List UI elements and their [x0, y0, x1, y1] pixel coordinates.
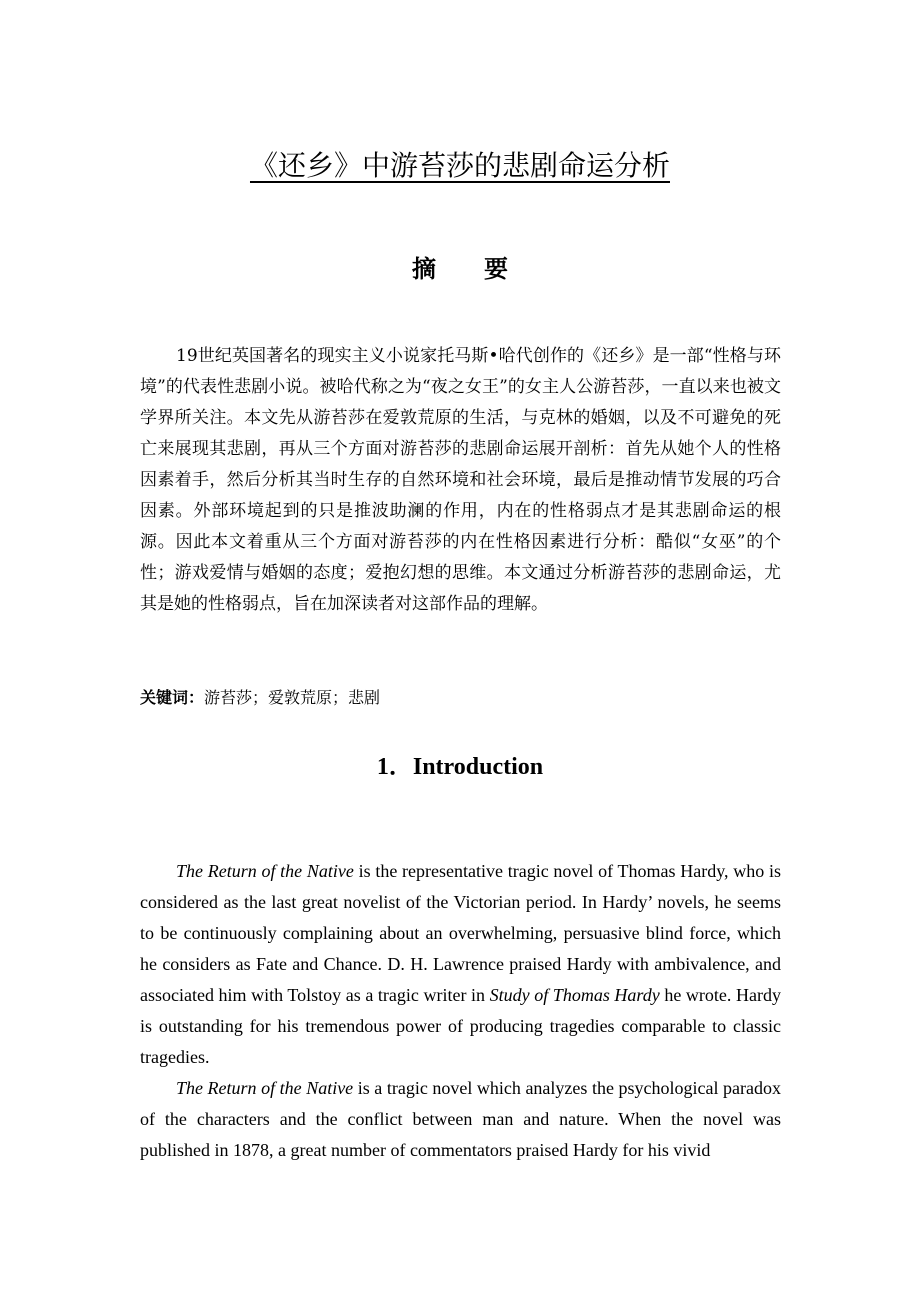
- keywords-line: [140, 684, 781, 712]
- section-heading: 1．Introduction: [376, 754, 544, 780]
- abstract-paragraph: 19世纪英国著名的现实主义小说家托马斯•哈代创作的《还乡》是一部“性格与环境”的代表性悲剧小说。被哈代称之为“夜之女王”的女主人公游苔莎，一直以来也被文学界所关注。本文先从游苔莎在爱敦荒原的生活，与克林的婚姻，以及不可避免的死亡来展现其悲剧，再从三个方面对游苔莎的悲剧命运展开剖析：首先从她个人的性格因素着手，然后分析其当时生存的自然环境和社会环境，最后是推动情节发展的巧合因素。外部环境起到的只是推波助澜的作用，内在的性格弱点才是其悲剧命运的根源。因此本文着重从三个方面对游苔莎的内在性格因素进行分析：酷似“女巫”的个性；游戏爱情与婚姻的态度；爱抱幻想的思维。本文通过分析游苔莎的悲剧命运，尤其是她的性格弱点，旨在加深读者对这部作品的理解。: [140, 346, 781, 614]
- book-title-italic: The Return of the Native: [176, 861, 354, 881]
- study-title-italic: Study of Thomas Hardy: [489, 985, 660, 1005]
- keywords-value: 游苔莎；爱敦荒原；悲剧: [204, 688, 381, 707]
- abstract-heading: 摘 要: [412, 255, 508, 283]
- paper-title: 《还乡》中游苔莎的悲剧命运分析: [249, 149, 670, 182]
- body-paragraph-1: The Return of the Native is the representative tragic novel of Thomas Hardy, who is considered as the last great novelist of the Victorian period. In Hardy’ novels, he seems to be continuously complaining about an overwhelming, persuasive blind force, which he considers as Fate and Chance. D. H. Lawrence praised Hardy with ambivalence, and associated him with Tolstoy as a tragic writer in Study of Thomas Hardy he wrote. Hardy is outstanding for his tremendous power of producing tragedies comparable to classic tragedies.: [140, 861, 781, 1067]
- book-title-italic: The Return of the Native: [176, 1078, 354, 1098]
- body-paragraph-2: The Return of the Native is a tragic novel which analyzes the psychological paradox of the characters and the conflict between man and nature. When the novel was published in 1878, a great number of commentators praised Hardy for his vivid: [140, 1078, 782, 1160]
- keywords-label: 关键词：: [140, 688, 205, 707]
